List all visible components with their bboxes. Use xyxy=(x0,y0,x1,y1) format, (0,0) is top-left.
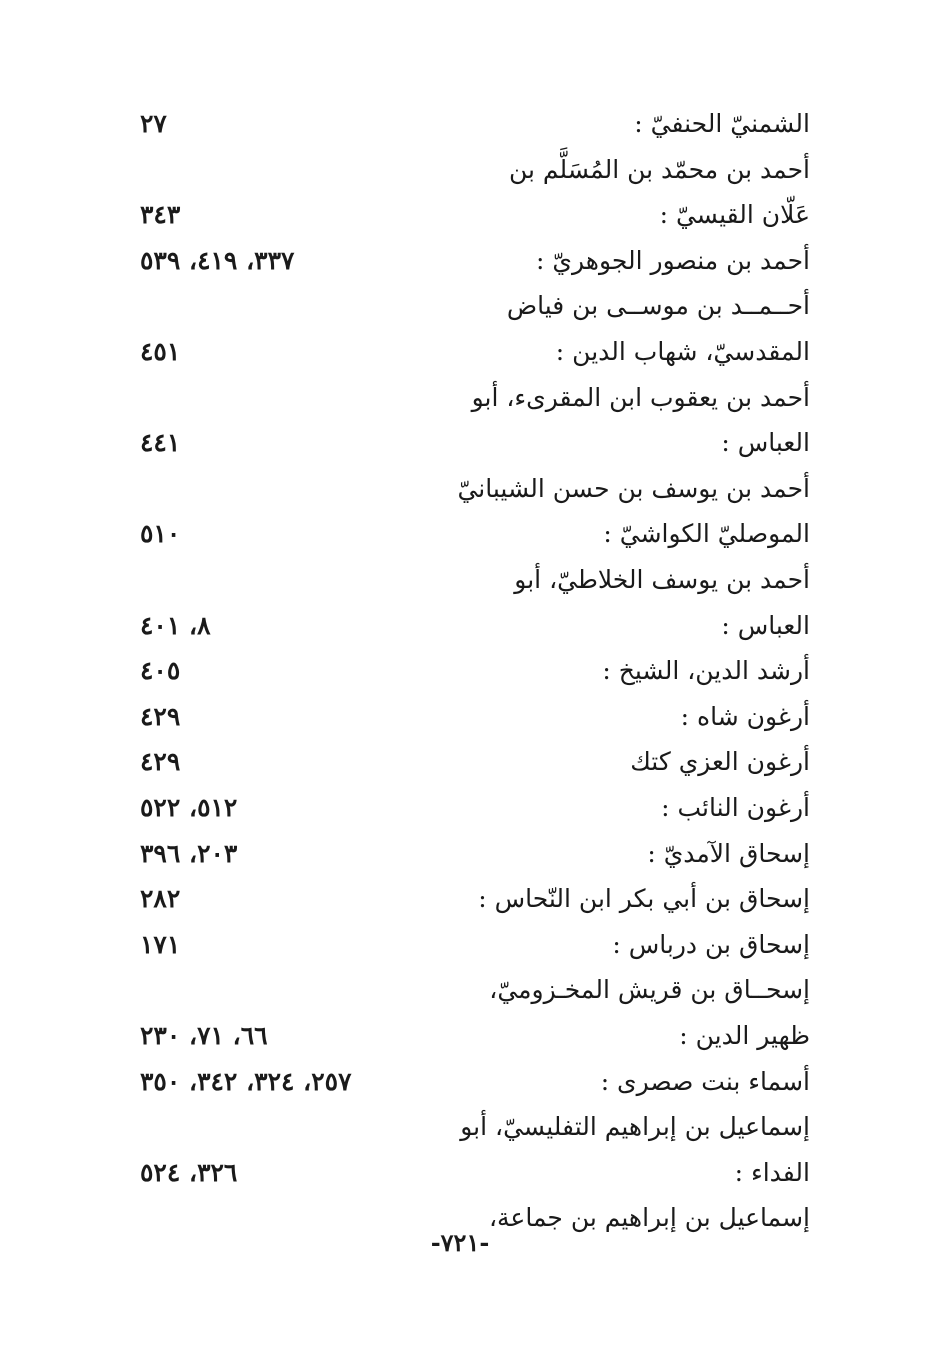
entry-name: العباس : xyxy=(721,428,810,458)
entry-page-refs: ٤٢٩ xyxy=(140,701,181,731)
index-entry xyxy=(130,332,810,378)
entry-name: أرغون النائب : xyxy=(661,793,810,822)
index-entry xyxy=(130,423,810,469)
entry-name: أحمد بن يعقوب ابن المقرىء، أبو xyxy=(471,382,810,412)
index-entry xyxy=(130,1062,810,1108)
index-entry xyxy=(130,195,810,241)
entry-name: إسماعيل بن إبراهيم بن جماعة، xyxy=(488,1203,810,1233)
entry-page-refs: ٢٨٢ xyxy=(140,884,181,914)
index-entry xyxy=(130,150,810,196)
index-entry xyxy=(130,104,810,150)
index-entry xyxy=(130,651,810,697)
entry-name: إسحاق بن درباس : xyxy=(612,929,810,959)
entry-name: أحمد بن يوسف الخلاطيّ، أبو xyxy=(514,565,810,594)
entry-name: أحمد بن يوسف بن حسن الشيبانيّ xyxy=(457,473,810,503)
index-entry xyxy=(130,1016,810,1062)
index-entry xyxy=(130,378,810,424)
entry-name: أحــمــد بن موســى بن فياض xyxy=(506,291,810,321)
entry-page-refs: ٥١٠ xyxy=(140,519,181,549)
index-entry xyxy=(130,788,810,834)
entry-name: أرغون شاه : xyxy=(680,701,810,731)
index-entry xyxy=(130,1107,810,1153)
entry-name: إسحــاق بن قريش المخـزوميّ، xyxy=(489,975,810,1005)
index-entry xyxy=(130,241,810,287)
index-entry xyxy=(130,560,810,606)
entry-name: إسحاق بن أبي بكر ابن النّحاس : xyxy=(478,884,810,914)
entry-page-refs: ٢٧ xyxy=(140,109,167,138)
index-entry xyxy=(130,514,810,560)
entry-name: عَلّان القيسيّ : xyxy=(659,200,810,230)
entry-name: أرغون العزي كتك xyxy=(630,747,810,777)
index-entry xyxy=(130,879,810,925)
index-entry xyxy=(130,970,810,1016)
entry-name: أحمد بن محمّد بن المُسَلَّم بن xyxy=(508,154,810,184)
entry-name: الموصليّ الكواشيّ : xyxy=(603,519,810,549)
entry-page-refs: ٢٠٣، ٣٩٦ xyxy=(140,838,238,868)
entry-name: أسماء بنت صصرى : xyxy=(600,1066,810,1096)
entry-name: ظهير الدين : xyxy=(679,1021,810,1050)
entry-name: إسحاق الآمديّ : xyxy=(647,838,810,868)
entry-name: إسماعيل بن إبراهيم التفليسيّ، أبو xyxy=(460,1112,810,1142)
index-entry xyxy=(130,469,810,515)
entry-page-refs: ٥١٢، ٥٢٢ xyxy=(140,793,238,822)
index-entry xyxy=(130,834,810,880)
entry-page-refs: ٢٥٧، ٣٢٤، ٣٤٢، ٣٥٠ xyxy=(140,1066,352,1096)
index-entry xyxy=(130,925,810,971)
entry-name: المقدسيّ، شهاب الدين : xyxy=(555,337,810,366)
page-number: -٧٢١- xyxy=(430,1228,490,1257)
entry-page-refs: ٦٦، ٧١، ٢٣٠ xyxy=(140,1021,268,1050)
entry-name: أحمد بن منصور الجوهريّ : xyxy=(536,245,810,275)
index-entry xyxy=(130,697,810,743)
entry-page-refs: ١٧١ xyxy=(140,929,181,959)
index-entry xyxy=(130,606,810,652)
index-entry xyxy=(130,1153,810,1199)
entry-page-refs: ٤٤١ xyxy=(140,428,181,458)
entry-page-refs: ٣٤٣ xyxy=(140,200,181,230)
entry-page-refs: ٤٠٥ xyxy=(140,656,181,686)
entry-name: العباس : xyxy=(721,610,810,640)
entry-page-refs: ٣٢٦، ٥٢٤ xyxy=(140,1157,238,1187)
entry-page-refs: ٨، ٤٠١ xyxy=(140,610,211,640)
entry-name: أرشد الدين، الشيخ : xyxy=(602,656,810,686)
index-entry xyxy=(130,286,810,332)
entry-name: الفداء : xyxy=(734,1157,810,1187)
entry-page-refs: ٤٢٩ xyxy=(140,747,181,777)
entry-page-refs: ٣٣٧، ٤١٩، ٥٣٩ xyxy=(140,245,295,275)
entry-name: الشمنيّ الحنفيّ : xyxy=(634,109,810,138)
index-entry xyxy=(130,742,810,788)
entry-page-refs: ٤٥١ xyxy=(140,337,181,366)
